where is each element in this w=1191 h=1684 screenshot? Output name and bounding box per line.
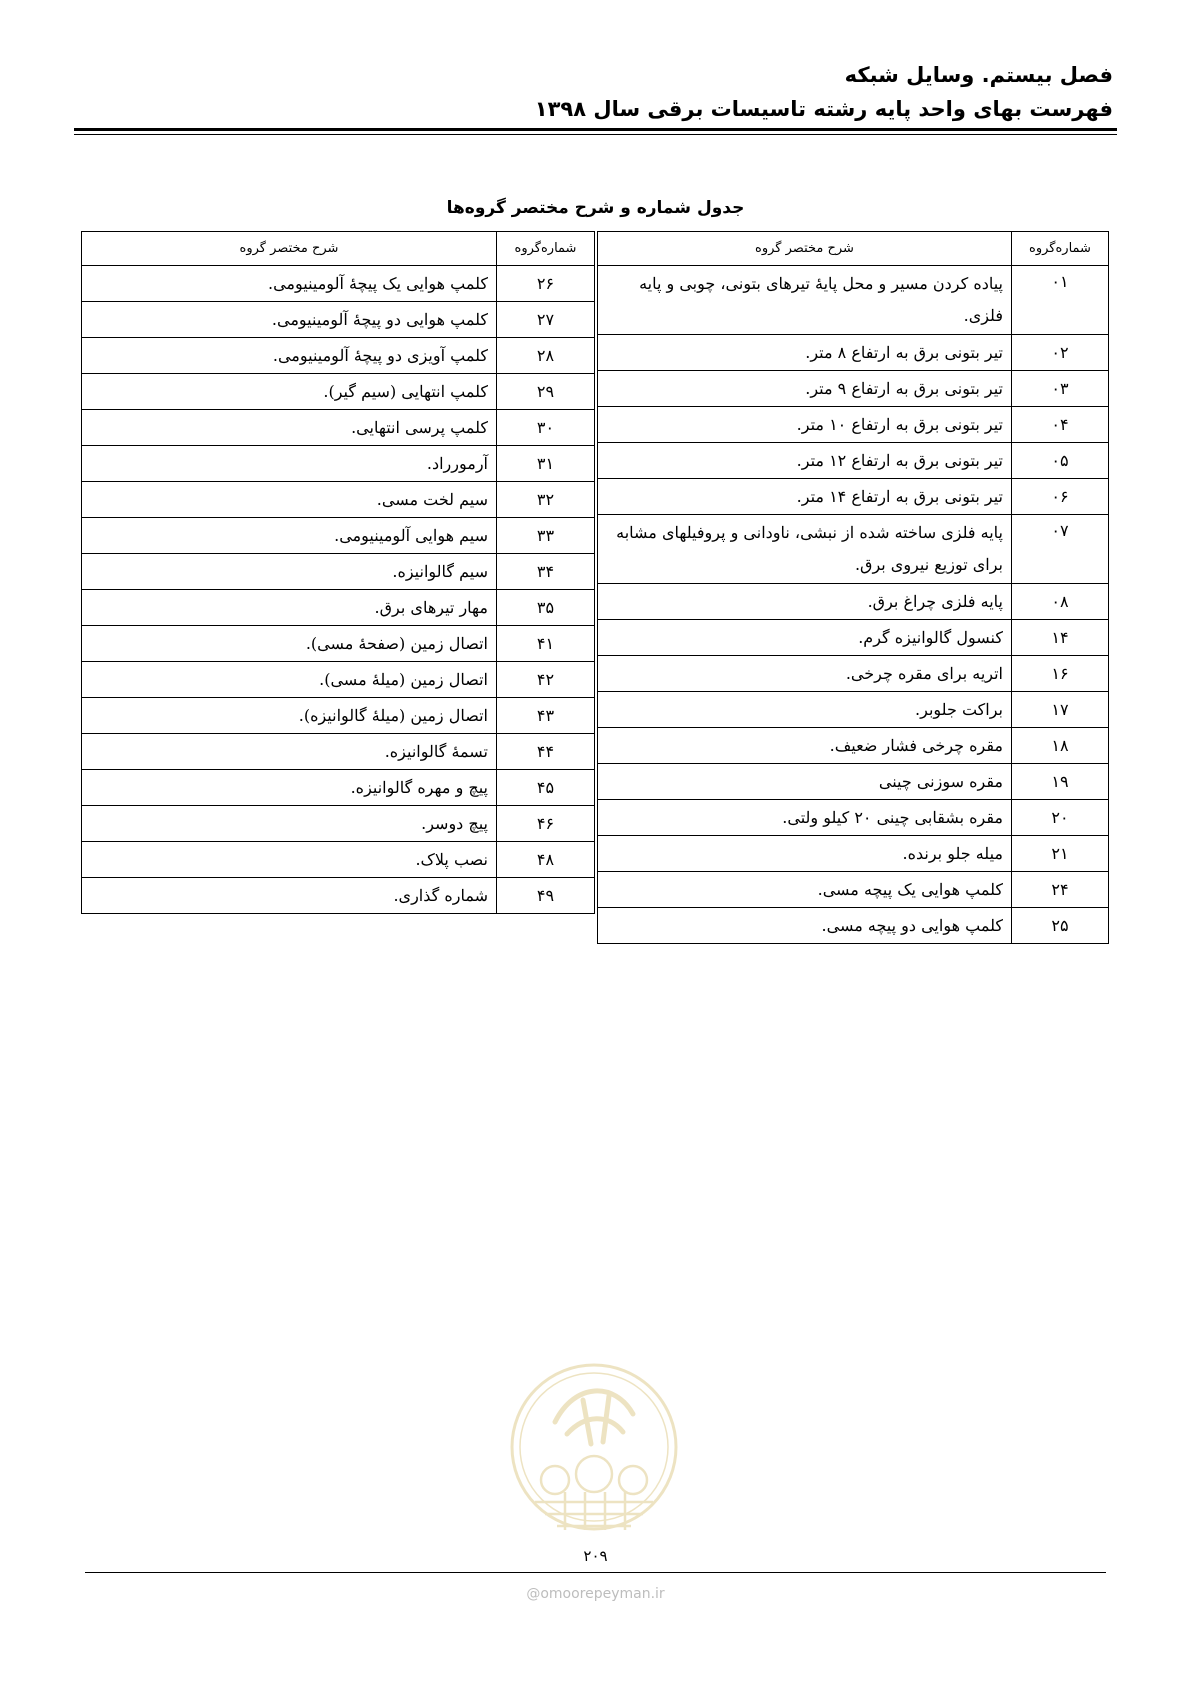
table-row: [82, 302, 595, 338]
table-row: [82, 518, 595, 554]
table-row: [82, 554, 595, 590]
group-description: سیم هوایی آلومینیومی.: [82, 518, 497, 554]
group-number: ۴۳: [497, 698, 595, 734]
group-description: تیر بتونی برق به ارتفاع ۹ متر.: [598, 371, 1012, 407]
group-description: کلمپ پرسی انتهایی.: [82, 410, 497, 446]
group-number: ۱۹: [1012, 764, 1109, 800]
group-number: ۱۶: [1012, 656, 1109, 692]
group-number: ۱۴: [1012, 620, 1109, 656]
group-description: پیچ دوسر.: [82, 806, 497, 842]
table-row: [598, 836, 1109, 872]
group-description: شماره گذاری.: [82, 878, 497, 914]
group-number: ۲۶: [497, 266, 595, 302]
table-row: [598, 692, 1109, 728]
group-number: ۲۷: [497, 302, 595, 338]
table-row: [82, 734, 595, 770]
group-description: تیر بتونی برق به ارتفاع ۱۴ متر.: [598, 479, 1012, 515]
group-number: ۴۴: [497, 734, 595, 770]
group-description: اتصال زمین (میلهٔ گالوانیزه).: [82, 698, 497, 734]
group-description: مقره سوزنی چینی: [598, 764, 1012, 800]
group-description: مهار تیرهای برق.: [82, 590, 497, 626]
table-row: [598, 656, 1109, 692]
table-row: [598, 443, 1109, 479]
group-number: ۳۳: [497, 518, 595, 554]
group-number: ۰۱: [1012, 266, 1109, 335]
group-number: ۴۵: [497, 770, 595, 806]
column-header-number: شماره‌گروه: [1012, 232, 1109, 266]
group-number: ۲۸: [497, 338, 595, 374]
site-watermark[interactable]: @omoorepeyman.ir: [526, 1586, 665, 1602]
table-row: [598, 584, 1109, 620]
table-row: [82, 482, 595, 518]
group-table-right: [597, 231, 1109, 944]
column-header-description: شرح مختصر گروه: [82, 232, 497, 266]
group-description: کلمپ هوایی یک پیچهٔ آلومینیومی.: [82, 266, 497, 302]
group-description: تیر بتونی برق به ارتفاع ۸ متر.: [598, 335, 1012, 371]
table-title: جدول شماره و شرح مختصر گروه‌ها: [446, 198, 745, 218]
table-row: [82, 626, 595, 662]
group-description: کنسول گالوانیزه گرم.: [598, 620, 1012, 656]
group-number: ۲۱: [1012, 836, 1109, 872]
group-number: ۱۸: [1012, 728, 1109, 764]
group-description: کلمپ انتهایی (سیم گیر).: [82, 374, 497, 410]
table-row: [82, 338, 595, 374]
group-number: ۳۲: [497, 482, 595, 518]
group-description: کلمپ هوایی دو پیچهٔ آلومینیومی.: [82, 302, 497, 338]
group-number: ۴۸: [497, 842, 595, 878]
group-description: تیر بتونی برق به ارتفاع ۱۲ متر.: [598, 443, 1012, 479]
document-subtitle: فهرست بهای واحد پایه رشته تاسیسات برقی سال ۱۳۹۸: [534, 97, 1113, 121]
table-row: [82, 698, 595, 734]
column-header-description: شرح مختصر گروه: [598, 232, 1012, 266]
group-description: مقره چرخی فشار ضعیف.: [598, 728, 1012, 764]
group-description: پیاده کردن مسیر و محل پایهٔ تیرهای بتونی، چوبی و پایه فلزی.: [598, 266, 1012, 335]
table-row: [598, 908, 1109, 944]
group-number: ۳۰: [497, 410, 595, 446]
group-description: سیم لخت مسی.: [82, 482, 497, 518]
table-row: [82, 878, 595, 914]
group-number: ۲۴: [1012, 872, 1109, 908]
table-row: [598, 800, 1109, 836]
group-number: ۱۷: [1012, 692, 1109, 728]
table-row: [82, 770, 595, 806]
header-rule-thin: [74, 134, 1117, 135]
table-row: [598, 266, 1109, 335]
table-row: [82, 842, 595, 878]
table-row: [598, 620, 1109, 656]
table-row: [598, 515, 1109, 584]
table-row: [598, 407, 1109, 443]
group-description: تسمهٔ گالوانیزه.: [82, 734, 497, 770]
table-header-row: [598, 232, 1109, 266]
group-description: اتصال زمین (صفحهٔ مسی).: [82, 626, 497, 662]
group-description: اتریه برای مقره چرخی.: [598, 656, 1012, 692]
group-description: اتصال زمین (میلهٔ مسی).: [82, 662, 497, 698]
group-description: پیچ و مهره گالوانیزه.: [82, 770, 497, 806]
group-description: سیم گالوانیزه.: [82, 554, 497, 590]
table-row: [82, 266, 595, 302]
group-number: ۰۲: [1012, 335, 1109, 371]
table-row: [598, 479, 1109, 515]
group-description: پایه فلزی چراغ برق.: [598, 584, 1012, 620]
group-number: ۲۹: [497, 374, 595, 410]
group-description: آرمورراد.: [82, 446, 497, 482]
group-number: ۰۳: [1012, 371, 1109, 407]
group-number: ۳۱: [497, 446, 595, 482]
table-row: [82, 806, 595, 842]
group-number: ۰۵: [1012, 443, 1109, 479]
page-number: ۲۰۹: [583, 1547, 608, 1565]
group-description: مقره بشقابی چینی ۲۰ کیلو ولتی.: [598, 800, 1012, 836]
header-rule-thick: [74, 128, 1117, 131]
group-description: براکت جلوبر.: [598, 692, 1012, 728]
group-number: ۰۷: [1012, 515, 1109, 584]
group-number: ۳۴: [497, 554, 595, 590]
group-description: کلمپ هوایی دو پیچه مسی.: [598, 908, 1012, 944]
table-row: [598, 335, 1109, 371]
footer-rule: [85, 1572, 1106, 1573]
page-header: [535, 58, 1113, 126]
group-number: ۴۶: [497, 806, 595, 842]
group-description: پایه فلزی ساخته شده از نبشی، ناودانی و پروفیلهای مشابه برای توزیع نیروی برق.: [598, 515, 1012, 584]
group-number: ۴۲: [497, 662, 595, 698]
group-number: ۴۱: [497, 626, 595, 662]
table-row: [82, 662, 595, 698]
table-row: [598, 371, 1109, 407]
group-number: ۰۸: [1012, 584, 1109, 620]
group-description: نصب پلاک.: [82, 842, 497, 878]
table-row: [598, 728, 1109, 764]
watermark-logo: [505, 1352, 683, 1542]
group-description: کلمپ هوایی یک پیچه مسی.: [598, 872, 1012, 908]
table-row: [82, 410, 595, 446]
table-row: [82, 446, 595, 482]
table-row: [82, 590, 595, 626]
group-number: ۰۶: [1012, 479, 1109, 515]
group-description: تیر بتونی برق به ارتفاع ۱۰ متر.: [598, 407, 1012, 443]
group-description: کلمپ آویزی دو پیچهٔ آلومینیومی.: [82, 338, 497, 374]
group-table-left: [81, 231, 595, 914]
table-row: [598, 764, 1109, 800]
group-number: ۳۵: [497, 590, 595, 626]
table-row: [82, 374, 595, 410]
group-number: ۴۹: [497, 878, 595, 914]
group-number: ۰۴: [1012, 407, 1109, 443]
column-header-number: شماره‌گروه: [497, 232, 595, 266]
table-row: [598, 872, 1109, 908]
group-number: ۲۵: [1012, 908, 1109, 944]
group-description: میله جلو برنده.: [598, 836, 1012, 872]
chapter-title: فصل بیستم. وسایل شبکه: [844, 63, 1113, 87]
table-header-row: [82, 232, 595, 266]
group-number: ۲۰: [1012, 800, 1109, 836]
